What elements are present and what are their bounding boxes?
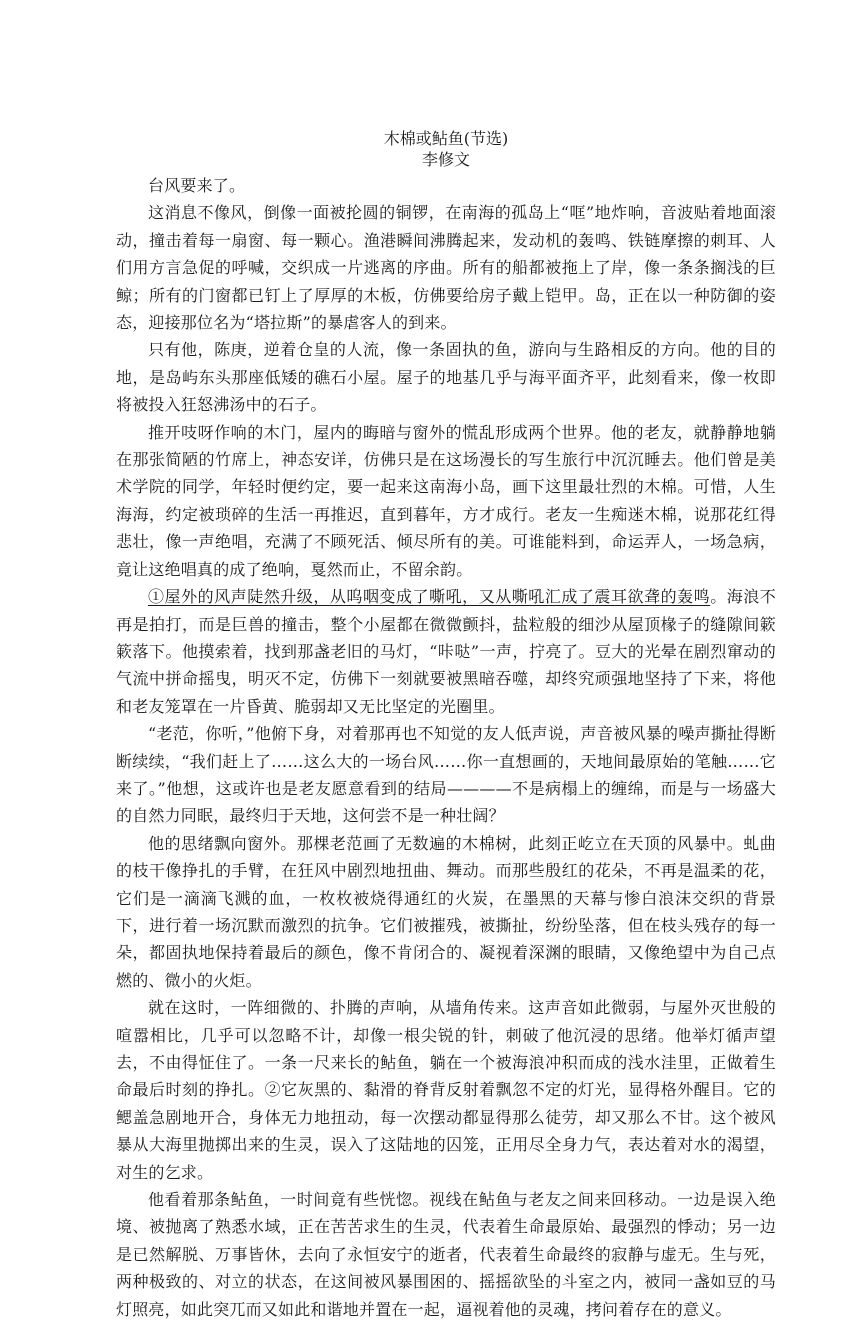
document-page (116, 128, 776, 1323)
paragraph-3: 只有他，陈庚，逆着仓皇的人流，像一条固执的鱼，游向与生路相反的方向。他的目的地，是岛屿东头那座低矮的礁石小屋。屋子的地基几乎与海平面齐平，此刻看来，像一枚即将被投入狂怒沸汤中的石子。 (116, 340, 776, 415)
paragraph-2: 这消息不像风，倒像一面被抡圆的铜锣，在南海的孤岛上“哐”地炸响，音波贴着地面滚动，撞击着每一扇窗、每一颗心。渔港瞬间沸腾起来，发动机的轰鸣、铁链摩擦的刺耳、人们用方言急促的呼喊，交织成一片逃离的序曲。所有的船都被拖上了岸，像一条条搁浅的巨鲸；所有的门窗都已钉上了厚厚的木板，仿佛要给房子戴上铠甲。岛，正在以一种防御的姿态，迎接那位名为“塔拉斯”的暴虐客人的到来。 (116, 203, 776, 333)
paragraph-4: 推开吱呀作响的木门，屋内的晦暗与窗外的慌乱形成两个世界。他的老友，就静静地躺在那张简陋的竹席上，神态安详，仿佛只是在这场漫长的写生旅行中沉沉睡去。他们曾是美术学院的同学，年轻时便约定，要一起来这南海小岛，画下这里最壮烈的木棉。可惜，人生海海，约定被琐碎的生活一再推迟，直到暮年，方才成行。老友一生痴迷木棉，说那花红得悲壮，像一声绝唱，充满了不顾死活、倾尽所有的美。可谁能料到，命运弄人，一场急病，竟让这绝唱真的成了绝响，戛然而止，不留余韵。 (116, 422, 776, 579)
paragraph-1: 台风要来了。 (148, 176, 246, 195)
underlined-sentence-1: ①屋外的风声陡然升级，从呜咽变成了嘶吼，又从嘶吼汇成了震耳欲聋的轰鸣 (148, 587, 711, 607)
document-title: 木棉或鲇鱼(节选) (383, 129, 509, 148)
paragraph-6: “老范，你听，”他俯下身，对着那再也不知觉的友人低声说，声音被风暴的噪声撕扯得断断续续，“我们赶上了……这么大的一场台风……你一直想画的，天地间最原始的笔触……它来了。”他想，这或许也是老友愿意看到的结局————不是病榻上的缠绵，而是与一场盛大的自然力同眠，最终归于天地，这何尝不是一种壮阔？ (116, 724, 776, 826)
paragraph-9: 他看着那条鲇鱼，一时间竟有些恍惚。视线在鲇鱼与老友之间来回移动。一边是误入绝境、被抛离了熟悉水域，正在苦苦求生的生灵，代表着生命最原始、最强烈的悸动；另一边是已然解脱、万事皆休，去向了永恒安宁的逝者，代表着生命最终的寂静与虚无。生与死，两种极致的、对立的状态，在这间被风暴围困的、摇摇欲坠的斗室之内，被同一盏如豆的马灯照亮，如此突兀而又如此和谐地并置在一起，逼视着他的灵魂，拷问着存在的意义。 (116, 1190, 776, 1319)
paragraph-8: 就在这时，一阵细微的、扑腾的声响，从墙角传来。这声音如此微弱，与屋外灭世般的喧嚣相比，几乎可以忽略不计，却像一根尖锐的针，刺破了他沉浸的思绪。他举灯循声望去，不由得怔住了。一条一尺来长的鲇鱼，躺在一个被海浪冲积而成的浅水洼里，正做着生命最后时刻的挣扎。②它灰黑的、黏滑的脊背反射着飘忽不定的灯光，显得格外醒目。它的鳃盖急剧地开合，身体无力地扭动，每一次摆动都显得那么徒劳，却又那么不甘。这个被风暴从大海里抛掷出来的生灵，误入了这陆地的囚笼，正用尽全身力气，表达着对水的渴望，对生的乞求。 (116, 998, 776, 1182)
document-author: 李修文 (421, 150, 470, 169)
paragraph-7: 他的思绪飘向窗外。那棵老范画了无数遍的木棉树，此刻正屹立在天顶的风暴中。虬曲的枝干像挣扎的手臂，在狂风中剧烈地扭曲、舞动。而那些殷红的花朵，不再是温柔的花，它们是一滴滴飞溅的血，一枚枚被烧得通红的火炭，在墨黑的天幕与惨白浪沫交织的背景下，进行着一场沉默而激烈的抗争。它们被摧残，被撕扯，纷纷坠落，但在枝头残存的每一朵，都固执地保持着最后的颜色，像不肯闭合的、凝视着深渊的眼睛，又像绝望中为自己点燃的、微小的火炬。 (116, 833, 776, 990)
paragraph-5: ①屋外的风声陡然升级，从呜咽变成了嘶吼，又从嘶吼汇成了震耳欲聋的轰鸣。海浪不再是拍打，而是巨兽的撞击，整个小屋都在微微颤抖，盐粒般的细沙从屋顶椽子的缝隙间簌簌落下。他摸索着，找到那盏老旧的马灯，“咔哒”一声，拧亮了。豆大的光晕在剧烈窜动的气流中拼命摇曳，明灭不定，仿佛下一刻就要被黑暗吞噬，却终究顽强地坚持了下来，将他和老友笼罩在一片昏黄、脆弱却又无比坚定的光圈里。 (116, 587, 776, 716)
